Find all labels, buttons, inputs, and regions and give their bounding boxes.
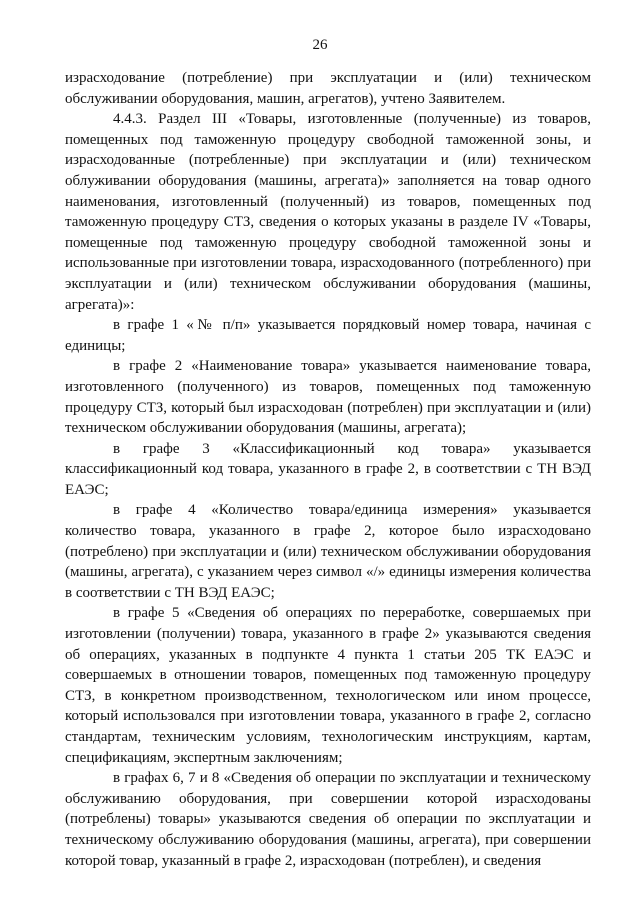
paragraph-graph-3: в графе 3 «Классификационный код товара» указывается классификационный код товара, указанного в графе 2, в соответствии с ТН ВЭД ЕАЭС; [65, 440, 591, 498]
paragraph-graphs-6-7-8: в графах 6, 7 и 8 «Сведения об операции по эксплуатации и техническому обслуживанию оборудования, при совершении которой израсходованы (потреблены) товары» указываются сведения об операции по эксплуатации и техническому обслуживанию оборудования (машины, агрегата), при совершении которой товар, указанный в графе 2, израсходован (потреблен), и сведения [65, 770, 591, 869]
page-number: 26 [312, 37, 328, 53]
paragraph-graph-4: в графе 4 «Количество товара/единица измерения» указывается количество товара, указанного в графе 2, которое было израсходовано (потреблено) при эксплуатации и (или) техническом обслуживании оборудования (машины, агрегата), с указанием через символ «/» единицы измерения количества в соответствии с ТН ВЭД ЕАЭС; [65, 502, 591, 601]
body-text [65, 68, 591, 871]
paragraph-section-4-4-3: 4.4.3. Раздел III «Товары, изготовленные (полученные) из товаров, помещенных под таможенную процедуру свободной таможенной зоны, и израсходованные (потребленные) при эксплуатации и (или) техническом облуживании оборудования (машины, агрегата)» заполняется на товар одного наименования, изготовленный (полученный) из товаров, помещенных под таможенную процедуру СТЗ, сведения о которых указаны в разделе IV «Товары, помещенные под таможенную процедуру свободной таможенной зоны и использованные при изготовлении товара, израсходованного (потребленного) при эксплуатации и (или) техническом обслуживании оборудования (машины, агрегата)»: [65, 111, 591, 313]
paragraph-continuation: израсходование (потребление) при эксплуатации и (или) техническом обслуживании оборудования, машин, агрегатов), учтено Заявителем. [65, 70, 591, 107]
paragraph-graph-1: в графе 1 «№ п/п» указывается порядковый номер товара, начиная с единицы; [65, 317, 591, 354]
paragraph-graph-5: в графе 5 «Сведения об операциях по переработке, совершаемых при изготовлении (получении) товара, указанного в графе 2» указываются сведения об операциях, указанных в подпункте 4 пункта 1 статьи 205 ТК ЕАЭС и совершаемых в отношении товаров, помещенных под таможенную процедуру СТЗ, в конкретном производственном, технологическом или ином процессе, который использовался при изготовлении товара, указанного в графе 2, согласно стандартам, техническим условиям, технологическим инструкциям, картам, спецификациям, экспертным заключениям; [65, 605, 591, 766]
paragraph-graph-2: в графе 2 «Наименование товара» указывается наименование товара, изготовленного (полученного) из товаров, помещенных под таможенную процедуру СТЗ, который был израсходован (потреблен) при эксплуатации и (или) техническом обслуживании оборудования (машины, агрегата); [65, 358, 591, 437]
